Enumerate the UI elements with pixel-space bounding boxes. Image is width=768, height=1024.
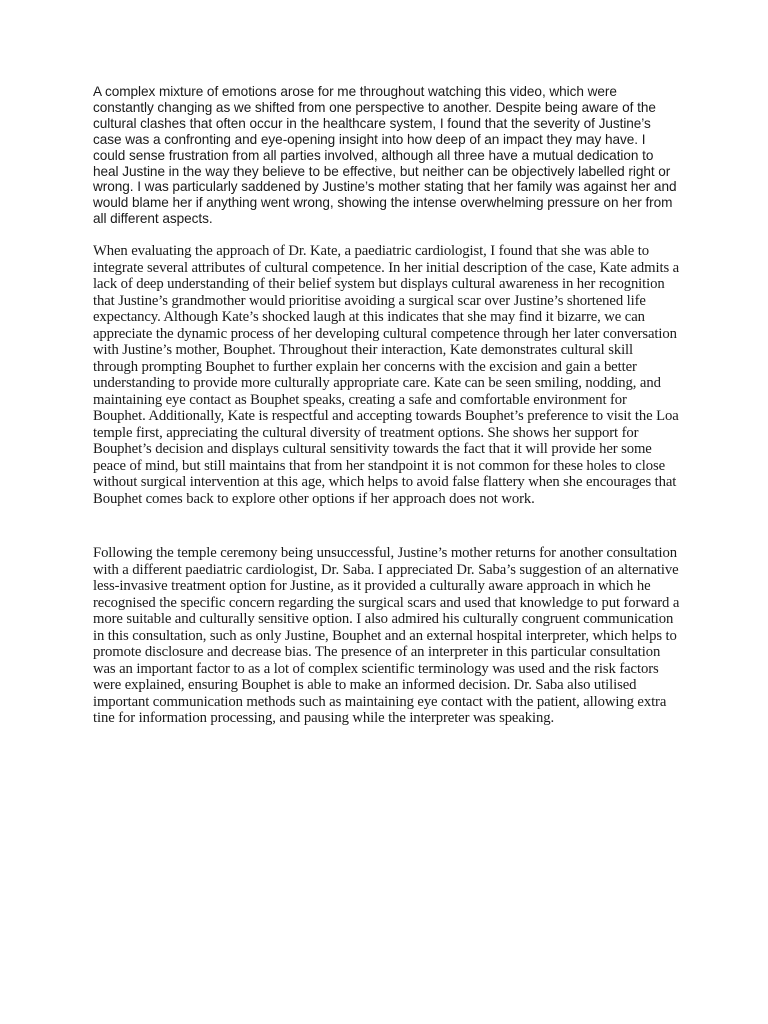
paragraph-dr-saba-consultation: Following the temple ceremony being unsuccessful, Justine’s mother returns for another consultation with a different paediatric cardiologist, Dr. Saba. I appreciated Dr. Saba’s suggestion of an alternative less-invasive treatment option for Justine, as it provided a culturally aware approach in which he recognised the specific concern regarding the surgical scars and used that knowledge to put forward a more suitable and culturally sensitive option. I also admired his culturally congruent communication in this consultation, such as only Justine, Bouphet and an external hospital interpreter, which helps to promote disclosure and decrease bias. The presence of an interpreter in this particular consultation was an important factor to as a lot of complex scientific terminology was used and the risk factors were explained, ensuring Bouphet is able to make an informed decision. Dr. Saba also utilised important communication methods such as maintaining eye contact with the patient, allowing extra tine for information processing, and pausing while the interpreter was speaking. xyxy=(93,545,680,726)
paragraph-emotional-reflection: A complex mixture of emotions arose for me throughout watching this video, which were constantly changing as we shifted from one perspective to another. Despite being aware of the cultural clashes that often occur in the healthcare system, I found that the severity of Justine’s case was a confronting and eye-opening insight into how deep of an impact they may have. I could sense frustration from all parties involved, although all three have a mutual dedication to heal Justine in the way they believe to be effective, but neither can be objectively labelled right or wrong. I was particularly saddened by Justine’s mother stating that her family was against her and would blame her if anything went wrong, showing the intense overwhelming pressure on her from all different aspects. xyxy=(93,84,677,227)
paragraph-dr-kate-evaluation: When evaluating the approach of Dr. Kate, a paediatric cardiologist, I found that she was able to integrate several attributes of cultural competence. In her initial description of the case, Kate admits a lack of deep understanding of their belief system but displays cultural awareness in her recognition that Justine’s grandmother would prioritise avoiding a surgical scar over Justine’s shortened life expectancy. Although Kate’s shocked laugh at this indicates that she may find it bizarre, we can appreciate the dynamic process of her developing cultural competence through her later conversation with Justine’s mother, Bouphet. Throughout their interaction, Kate demonstrates cultural skill through prompting Bouphet to further explain her concerns with the excision and gain a better understanding to provide more culturally appropriate care. Kate can be seen smiling, nodding, and maintaining eye contact as Bouphet speaks, creating a safe and comfortable environment for Bouphet. Additionally, Kate is respectful and accepting towards Bouphet’s preference to visit the Loa temple first, appreciating the cultural diversity of treatment options. She shows her support for Bouphet’s decision and displays cultural sensitivity towards the fact that it will provide her some peace of mind, but still maintains that from her standpoint it is not common for these holes to close without surgical intervention at this age, which helps to avoid false flattery when she encourages that Bouphet comes back to explore other options if her approach does not work. xyxy=(93,243,680,507)
